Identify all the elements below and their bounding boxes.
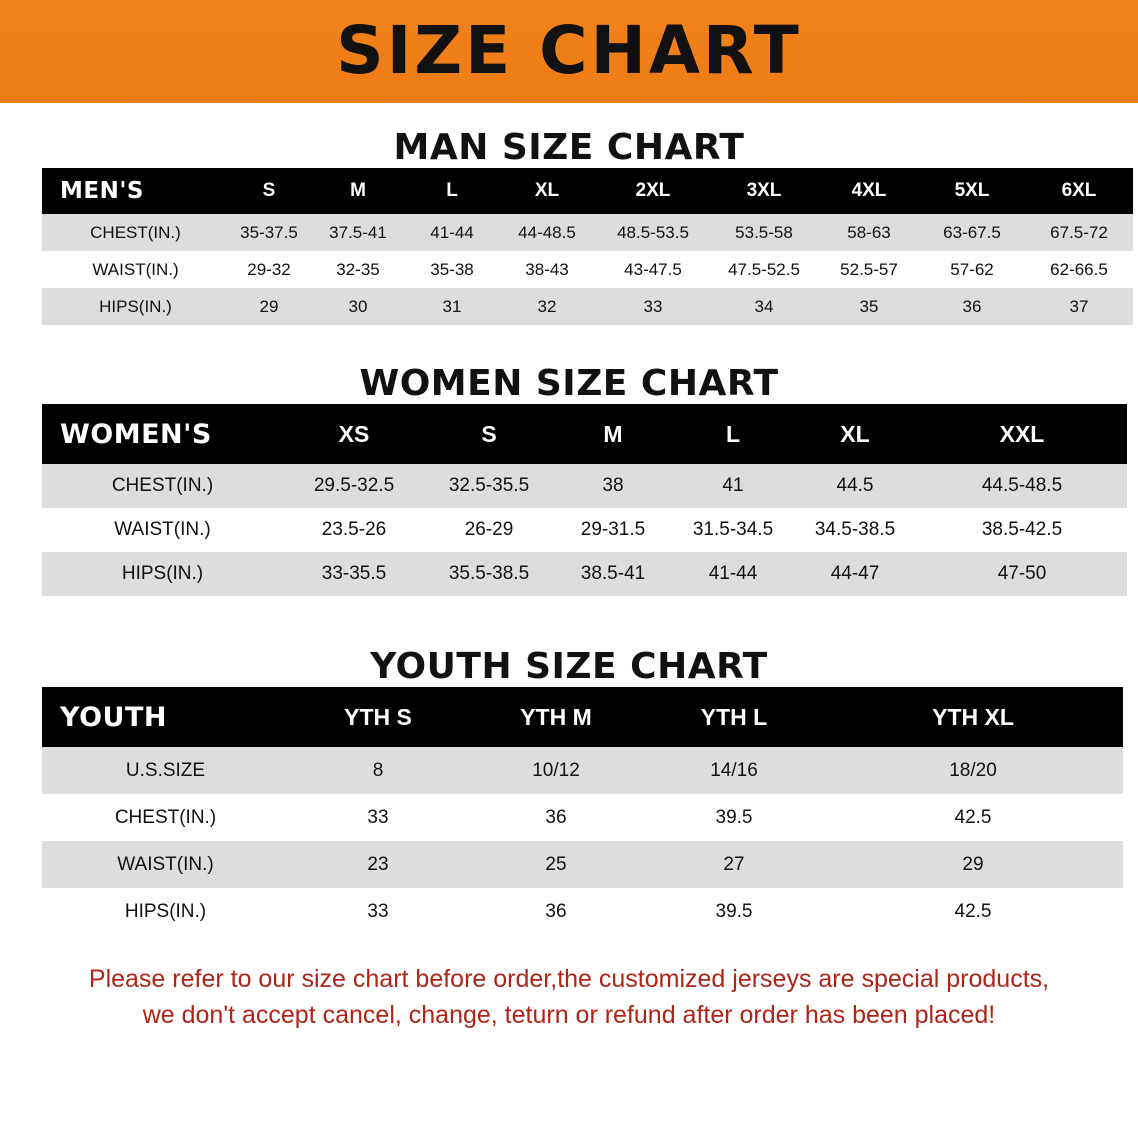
table-cell: 29 [229,288,309,325]
table-row [42,288,1133,325]
table-cell: 35 [819,288,919,325]
table-cell: 29-31.5 [553,508,673,552]
table-row [42,888,1123,935]
youth-section-title: YOUTH SIZE CHART [370,646,768,687]
man-size-table [42,168,1133,325]
table-cell: 38-43 [497,251,597,288]
table-cell: 33 [289,794,467,841]
row-label: CHEST(IN.) [42,214,229,251]
table-cell: 58-63 [819,214,919,251]
table-cell: 36 [467,888,645,935]
table-cell: 37 [1025,288,1133,325]
table-cell: 34.5-38.5 [793,508,917,552]
banner-title: SIZE CHART [336,11,802,89]
row-label: HIPS(IN.) [42,888,289,935]
women-size-header: XXL [917,404,1127,464]
table-cell: 44-48.5 [497,214,597,251]
women-size-header: XL [793,404,917,464]
youth-size-header: YTH M [467,687,645,747]
women-table-wrap [42,404,1096,596]
table-cell: 52.5-57 [819,251,919,288]
women-table-head [42,404,1127,464]
table-cell: 48.5-53.5 [597,214,709,251]
table-cell: 42.5 [823,794,1123,841]
table-cell: 41 [673,464,793,508]
table-header-row [42,404,1127,464]
row-label: U.S.SIZE [42,747,289,794]
row-label: HIPS(IN.) [42,288,229,325]
row-label: WAIST(IN.) [42,841,289,888]
man-size-header: 5XL [919,168,1025,214]
man-table-head [42,168,1133,214]
table-cell: 44.5 [793,464,917,508]
table-cell: 35-38 [407,251,497,288]
man-size-header: 3XL [709,168,819,214]
row-label: CHEST(IN.) [42,464,283,508]
table-cell: 25 [467,841,645,888]
table-cell: 31.5-34.5 [673,508,793,552]
table-cell: 36 [467,794,645,841]
women-size-table [42,404,1127,596]
table-row [42,508,1127,552]
table-cell: 36 [919,288,1025,325]
women-size-header: L [673,404,793,464]
women-table-body [42,464,1127,596]
row-label: WAIST(IN.) [42,251,229,288]
banner [0,0,1138,103]
table-cell: 57-62 [919,251,1025,288]
table-cell: 63-67.5 [919,214,1025,251]
youth-table-head [42,687,1123,747]
table-cell: 42.5 [823,888,1123,935]
table-cell: 37.5-41 [309,214,407,251]
table-cell: 27 [645,841,823,888]
table-cell: 33 [597,288,709,325]
table-row [42,552,1127,596]
table-cell: 41-44 [673,552,793,596]
women-header-label: WOMEN'S [42,404,283,464]
man-size-header: 2XL [597,168,709,214]
table-row [42,214,1133,251]
table-cell: 32.5-35.5 [425,464,553,508]
table-cell: 47-50 [917,552,1127,596]
table-cell: 62-66.5 [1025,251,1133,288]
table-cell: 35.5-38.5 [425,552,553,596]
man-size-header: 6XL [1025,168,1133,214]
table-header-row [42,687,1123,747]
man-size-header: S [229,168,309,214]
table-cell: 38 [553,464,673,508]
man-table-body [42,214,1133,325]
table-cell: 44-47 [793,552,917,596]
table-header-row [42,168,1133,214]
table-row [42,794,1123,841]
table-cell: 38.5-42.5 [917,508,1127,552]
table-cell: 41-44 [407,214,497,251]
table-row [42,464,1127,508]
table-cell: 30 [309,288,407,325]
table-cell: 39.5 [645,794,823,841]
row-label: WAIST(IN.) [42,508,283,552]
table-cell: 23.5-26 [283,508,425,552]
table-cell: 35-37.5 [229,214,309,251]
table-cell: 29 [823,841,1123,888]
table-cell: 33 [289,888,467,935]
youth-table-wrap [42,687,1096,935]
table-cell: 44.5-48.5 [917,464,1127,508]
women-size-header: M [553,404,673,464]
table-cell: 53.5-58 [709,214,819,251]
youth-size-table [42,687,1123,935]
table-cell: 34 [709,288,819,325]
table-cell: 29.5-32.5 [283,464,425,508]
table-cell: 43-47.5 [597,251,709,288]
table-row [42,747,1123,794]
table-cell: 32 [497,288,597,325]
youth-table-body [42,747,1123,935]
table-cell: 29-32 [229,251,309,288]
women-size-header: S [425,404,553,464]
man-header-label: MEN'S [42,168,229,214]
table-cell: 39.5 [645,888,823,935]
youth-size-header: YTH L [645,687,823,747]
man-section-title: MAN SIZE CHART [393,127,745,168]
policy-note-line-1: Please refer to our size chart before order,the customized jerseys are special products, [88,965,1050,993]
man-table-wrap [42,168,1108,325]
man-size-header: XL [497,168,597,214]
table-cell: 67.5-72 [1025,214,1133,251]
youth-size-header: YTH XL [823,687,1123,747]
table-cell: 23 [289,841,467,888]
table-cell: 10/12 [467,747,645,794]
table-cell: 8 [289,747,467,794]
women-size-header: XS [283,404,425,464]
man-size-header: 4XL [819,168,919,214]
table-cell: 31 [407,288,497,325]
table-row [42,251,1133,288]
man-size-header: L [407,168,497,214]
row-label: CHEST(IN.) [42,794,289,841]
table-cell: 32-35 [309,251,407,288]
youth-size-header: YTH S [289,687,467,747]
table-cell: 14/16 [645,747,823,794]
man-size-header: M [309,168,407,214]
table-row [42,841,1123,888]
table-cell: 18/20 [823,747,1123,794]
policy-note-line-2: we don't accept cancel, change, teturn or refund after order has been placed! [142,1001,996,1030]
row-label: HIPS(IN.) [42,552,283,596]
policy-note [36,961,1102,1034]
table-cell: 33-35.5 [283,552,425,596]
table-cell: 47.5-52.5 [709,251,819,288]
youth-header-label: YOUTH [42,687,289,747]
table-cell: 38.5-41 [553,552,673,596]
women-section-title: WOMEN SIZE CHART [359,363,779,404]
table-cell: 26-29 [425,508,553,552]
